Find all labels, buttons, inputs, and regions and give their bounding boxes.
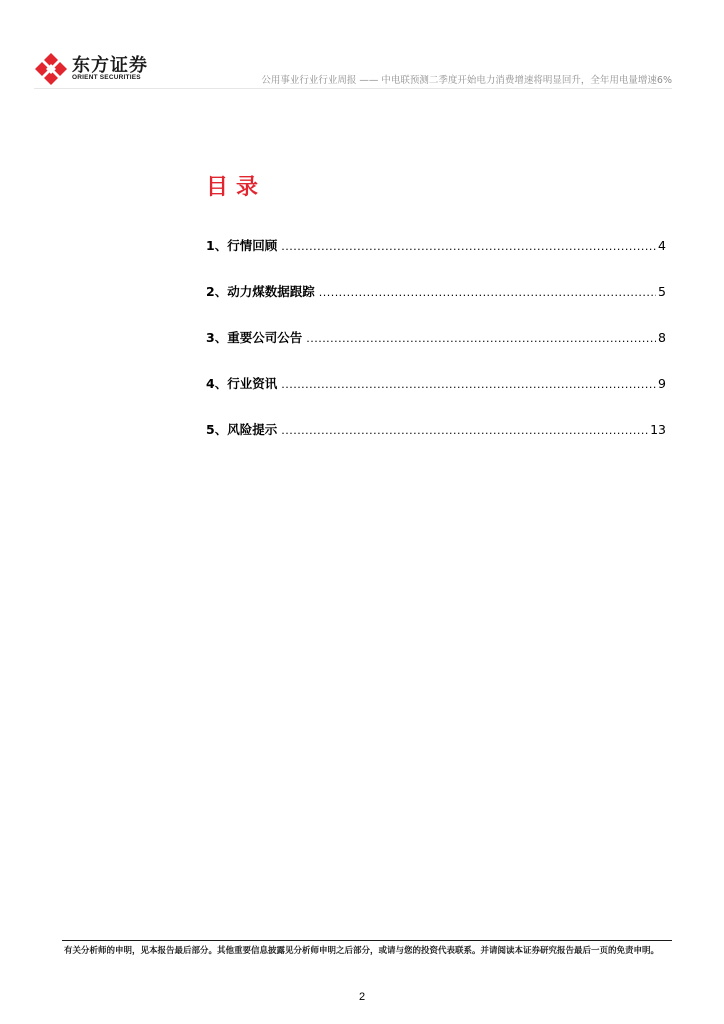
brand-name-en: ORIENT SECURITIES xyxy=(72,74,141,81)
toc-item[interactable] xyxy=(206,328,666,374)
toc-leader-dots xyxy=(281,424,648,437)
toc-item-label[interactable]: 4、行业资讯 xyxy=(206,376,278,391)
toc-item-page[interactable]: 9 xyxy=(658,376,666,391)
toc-leader-dots xyxy=(281,378,656,391)
toc-item-page[interactable]: 13 xyxy=(650,422,666,437)
toc-item-label[interactable]: 3、重要公司公告 xyxy=(206,330,303,345)
brand-name-cn: 东方证券 xyxy=(72,55,148,76)
toc-heading: 目录 xyxy=(206,175,267,200)
company-logo xyxy=(34,50,164,86)
toc-item-label[interactable]: 5、风险提示 xyxy=(206,422,278,437)
toc-item-page[interactable]: 5 xyxy=(658,284,666,299)
toc-item[interactable] xyxy=(206,420,666,466)
toc-list xyxy=(206,236,666,466)
orient-logo-icon xyxy=(34,52,68,86)
toc-item[interactable] xyxy=(206,282,666,328)
toc-leader-dots xyxy=(281,240,656,253)
report-header-title: 公用事业行业行业周报 —— 中电联预测二季度开始电力消费增速将明显回升，全年用电量增速6% xyxy=(261,75,672,86)
toc-item-page[interactable]: 4 xyxy=(658,238,666,253)
header-divider xyxy=(34,88,672,89)
toc-leader-dots xyxy=(306,332,656,345)
toc-item[interactable] xyxy=(206,236,666,282)
toc-item[interactable] xyxy=(206,374,666,420)
footer-disclaimer: 有关分析师的申明，见本报告最后部分。其他重要信息披露见分析师申明之后部分，或请与您的投资代表联系。并请阅读本证券研究报告最后一页的免责申明。 xyxy=(64,946,660,956)
toc-item-page[interactable]: 8 xyxy=(658,330,666,345)
toc-item-label[interactable]: 2、动力煤数据跟踪 xyxy=(206,284,315,299)
toc-leader-dots xyxy=(319,286,656,299)
toc-item-label[interactable]: 1、行情回顾 xyxy=(206,238,278,253)
page-number: 2 xyxy=(358,991,366,1003)
footer-divider xyxy=(62,940,672,941)
